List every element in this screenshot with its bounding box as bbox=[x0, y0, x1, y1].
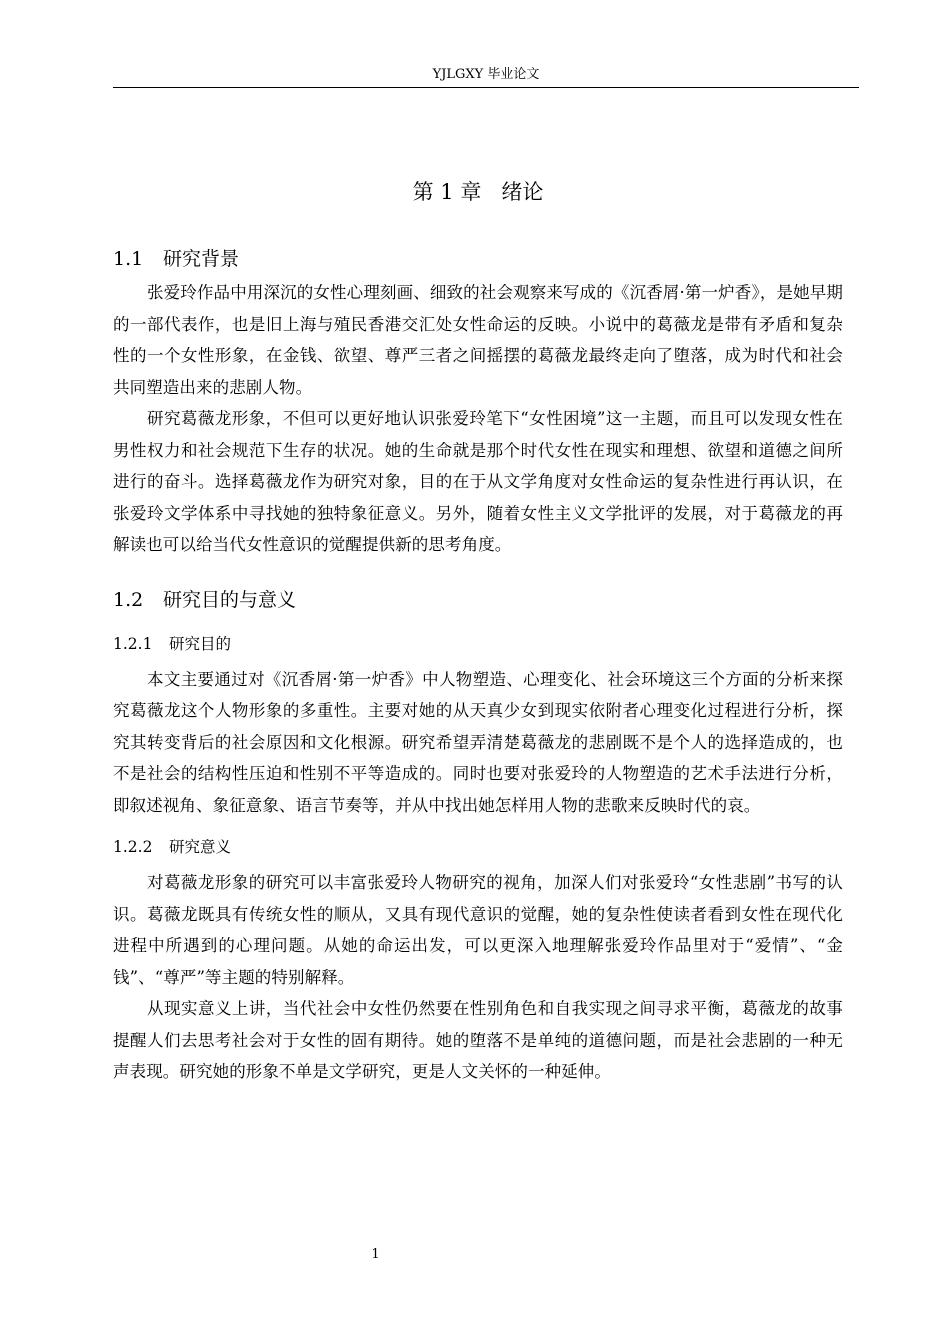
paragraph: 本文主要通过对《沉香屑·第一炉香》中人物塑造、心理变化、社会环境这三个方面的分析来探究葛薇龙这个人物形象的多重性。主要对她的从天真少女到现实依附者心理变化过程进行分析，探究其转变背后的社会原因和文化根源。研究希望弄清楚葛薇龙的悲剧既不是个人的选择造成的，也不是社会的结构性压迫和性别不平等造成的。同时也要对张爱玲的人物塑造的艺术手法进行分析，即叙述视角、象征意象、语言节奏等，并从中找出她怎样用人物的悲歌来反映时代的哀。 bbox=[113, 669, 843, 815]
subsection-number: 1.2.1 bbox=[113, 634, 153, 653]
paragraph: 张爱玲作品中用深沉的女性心理刻画、细致的社会观察来写成的《沉香屑·第一炉香》，是她早期的一部代表作，也是旧上海与殖民香港交汇处女性命运的反映。小说中的葛薇龙是带有矛盾和复杂性的一个女性形象，在金钱、欲望、尊严三者之间摇摆的葛薇龙最终走向了堕落，成为时代和社会共同塑造出来的悲剧人物。 bbox=[113, 283, 843, 397]
subsection-title: 研究目的 bbox=[169, 634, 232, 653]
subsection-number: 1.2.2 bbox=[113, 838, 153, 856]
section-heading-1-2 bbox=[113, 583, 843, 617]
subsection-heading-1-2-1 bbox=[113, 630, 843, 658]
section-heading-1-1 bbox=[113, 242, 843, 276]
page-body bbox=[113, 172, 843, 1088]
subsection-title: 研究意义 bbox=[169, 838, 232, 856]
paragraph: 从现实意义上讲，当代社会中女性仍然要在性别角色和自我实现之间寻求平衡，葛薇龙的故事提醒人们去思考社会对于女性的固有期待。她的堕落不是单纯的道德问题，而是社会悲剧的一种无声表现。研究她的形象不单是文学研究，更是人文关怀的一种延伸。 bbox=[113, 999, 843, 1081]
running-header: YJLGXY 毕业论文 bbox=[432, 67, 540, 82]
chapter-number: 第 1 章 bbox=[412, 180, 482, 204]
page-number: 1 bbox=[371, 1247, 380, 1262]
chapter-title-text: 绪论 bbox=[501, 180, 544, 204]
section-title: 研究目的与意义 bbox=[163, 588, 297, 611]
section-number: 1.2 bbox=[113, 588, 144, 611]
subsection-heading-1-2-2 bbox=[113, 833, 843, 861]
section-number: 1.1 bbox=[113, 248, 144, 270]
section-title: 研究背景 bbox=[163, 248, 240, 270]
paragraph: 对葛薇龙形象的研究可以丰富张爱玲人物研究的视角，加深人们对张爱玲“女性悲剧”书写的认识。葛薇龙既具有传统女性的顺从，又具有现代意识的觉醒，她的复杂性使读者看到女性在现代化进程中所遇到的心理问题。从她的命运出发，可以更深入地理解张爱玲作品里对于“爱情”、“金钱”、“尊严”等主题的特别解释。 bbox=[113, 873, 843, 987]
paragraph: 研究葛薇龙形象，不但可以更好地认识张爱玲笔下“女性困境”这一主题，而且可以发现女性在男性权力和社会规范下生存的状况。她的生命就是那个时代女性在现实和理想、欲望和道德之间所进行的奋斗。选择葛薇龙作为研究对象，目的在于从文学角度对女性命运的复杂性进行再认识，在张爱玲文学体系中寻找她的独特象征意义。另外，随着女性主义文学批评的发展，对于葛薇龙的再解读也可以给当代女性意识的觉醒提供新的思考角度。 bbox=[113, 409, 843, 554]
header-rule bbox=[113, 87, 859, 88]
chapter-title bbox=[113, 172, 843, 212]
